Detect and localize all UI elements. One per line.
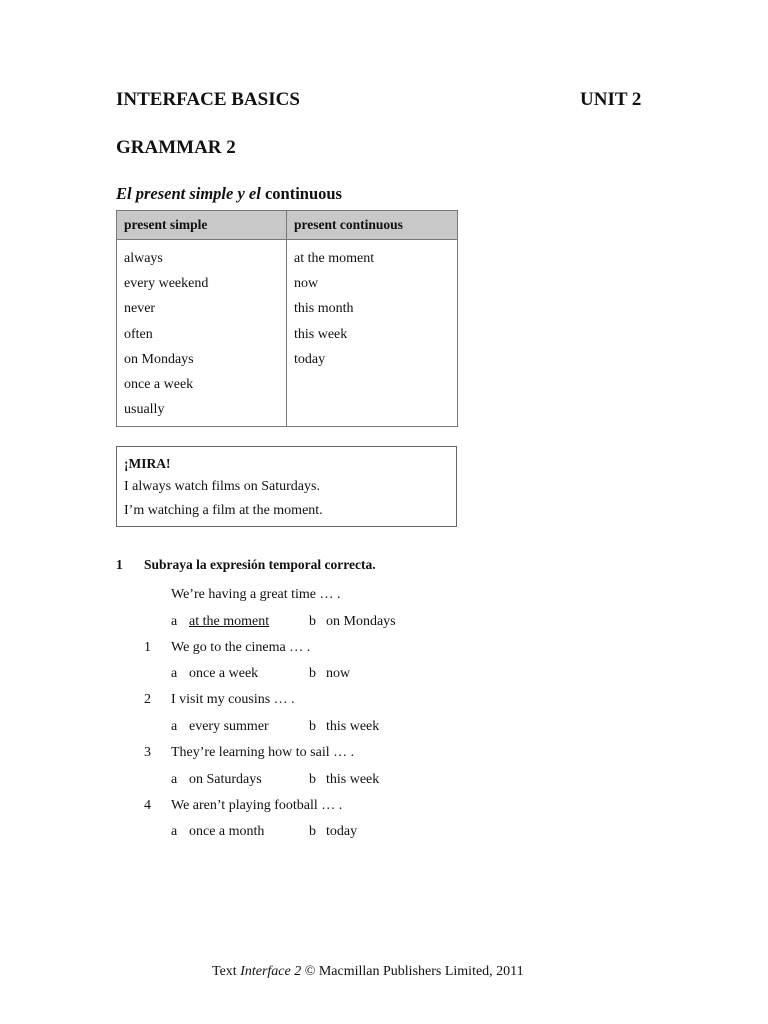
time-expression: today xyxy=(294,351,326,367)
question-number: 4 xyxy=(144,798,151,813)
option-letter-b: b xyxy=(309,719,316,734)
option-letter-b: b xyxy=(309,824,316,839)
time-expression: once a week xyxy=(124,376,194,392)
mira-line: I’m watching a film at the moment. xyxy=(124,503,323,518)
option-b[interactable]: now xyxy=(326,666,351,681)
option-letter-a: a xyxy=(171,772,178,787)
question-sentence: We aren’t playing football … . xyxy=(171,798,343,813)
question-number: 2 xyxy=(144,692,151,707)
time-expression: always xyxy=(124,251,163,266)
option-a[interactable]: on Saturdays xyxy=(189,772,262,787)
example-option-b: on Mondays xyxy=(326,614,396,629)
time-expression: usually xyxy=(124,402,165,418)
question-sentence: We go to the cinema … . xyxy=(171,640,311,655)
time-expression: on Mondays xyxy=(124,351,194,367)
header-present-simple: present simple xyxy=(117,211,287,240)
mira-title: ¡MIRA! xyxy=(124,456,171,471)
subtitle-italic: El present simple y el xyxy=(116,184,261,203)
option-letter-b: b xyxy=(309,666,316,681)
option-b[interactable]: this week xyxy=(326,772,380,787)
question-number: 1 xyxy=(144,640,151,655)
option-letter-a: a xyxy=(171,824,178,839)
question-number: 3 xyxy=(144,745,151,760)
option-b[interactable]: this week xyxy=(326,719,380,734)
option-a[interactable]: once a month xyxy=(189,824,265,839)
subtitle-rest: continuous xyxy=(260,184,342,203)
mira-line: I always watch films on Saturdays. xyxy=(124,479,320,494)
option-letter-a: a xyxy=(171,614,178,629)
time-expression: every weekend xyxy=(124,276,209,292)
time-expression: now xyxy=(294,276,319,292)
present-continuous-column xyxy=(287,240,458,427)
footer-prefix: Text xyxy=(212,964,241,979)
footer-book-title: Interface 2 xyxy=(240,964,302,979)
question-sentence: I visit my cousins … . xyxy=(171,692,295,707)
time-expression: this month xyxy=(294,301,354,317)
header-present-continuous: present continuous xyxy=(287,211,458,240)
time-expression: often xyxy=(124,326,153,342)
question-sentence: They’re learning how to sail … . xyxy=(171,745,355,760)
mira-box xyxy=(116,446,457,527)
header-title: INTERFACE BASICS xyxy=(116,89,300,110)
option-a[interactable]: once a week xyxy=(189,666,259,681)
option-b[interactable]: today xyxy=(326,824,358,839)
tense-table xyxy=(116,210,458,427)
option-a[interactable]: every summer xyxy=(189,719,269,734)
option-letter-a: a xyxy=(171,719,178,734)
present-simple-column xyxy=(117,240,287,427)
time-expression: at the moment xyxy=(294,251,375,266)
unit-label: UNIT 2 xyxy=(580,89,642,110)
time-expression: this week xyxy=(294,326,348,342)
exercise-number: 1 xyxy=(116,557,123,572)
option-letter-b: b xyxy=(309,614,316,629)
subtitle xyxy=(116,184,342,204)
example-sentence: We’re having a great time … . xyxy=(171,587,341,602)
option-letter-a: a xyxy=(171,666,178,681)
copyright-footer xyxy=(212,964,524,980)
time-expression: never xyxy=(124,301,156,317)
exercise-instruction: Subraya la expresión temporal correcta. xyxy=(144,557,376,572)
footer-suffix: © Macmillan Publishers Limited, 2011 xyxy=(301,964,524,979)
section-title: GRAMMAR 2 xyxy=(116,137,236,158)
option-letter-b: b xyxy=(309,772,316,787)
example-option-a-answer: at the moment xyxy=(189,614,270,629)
